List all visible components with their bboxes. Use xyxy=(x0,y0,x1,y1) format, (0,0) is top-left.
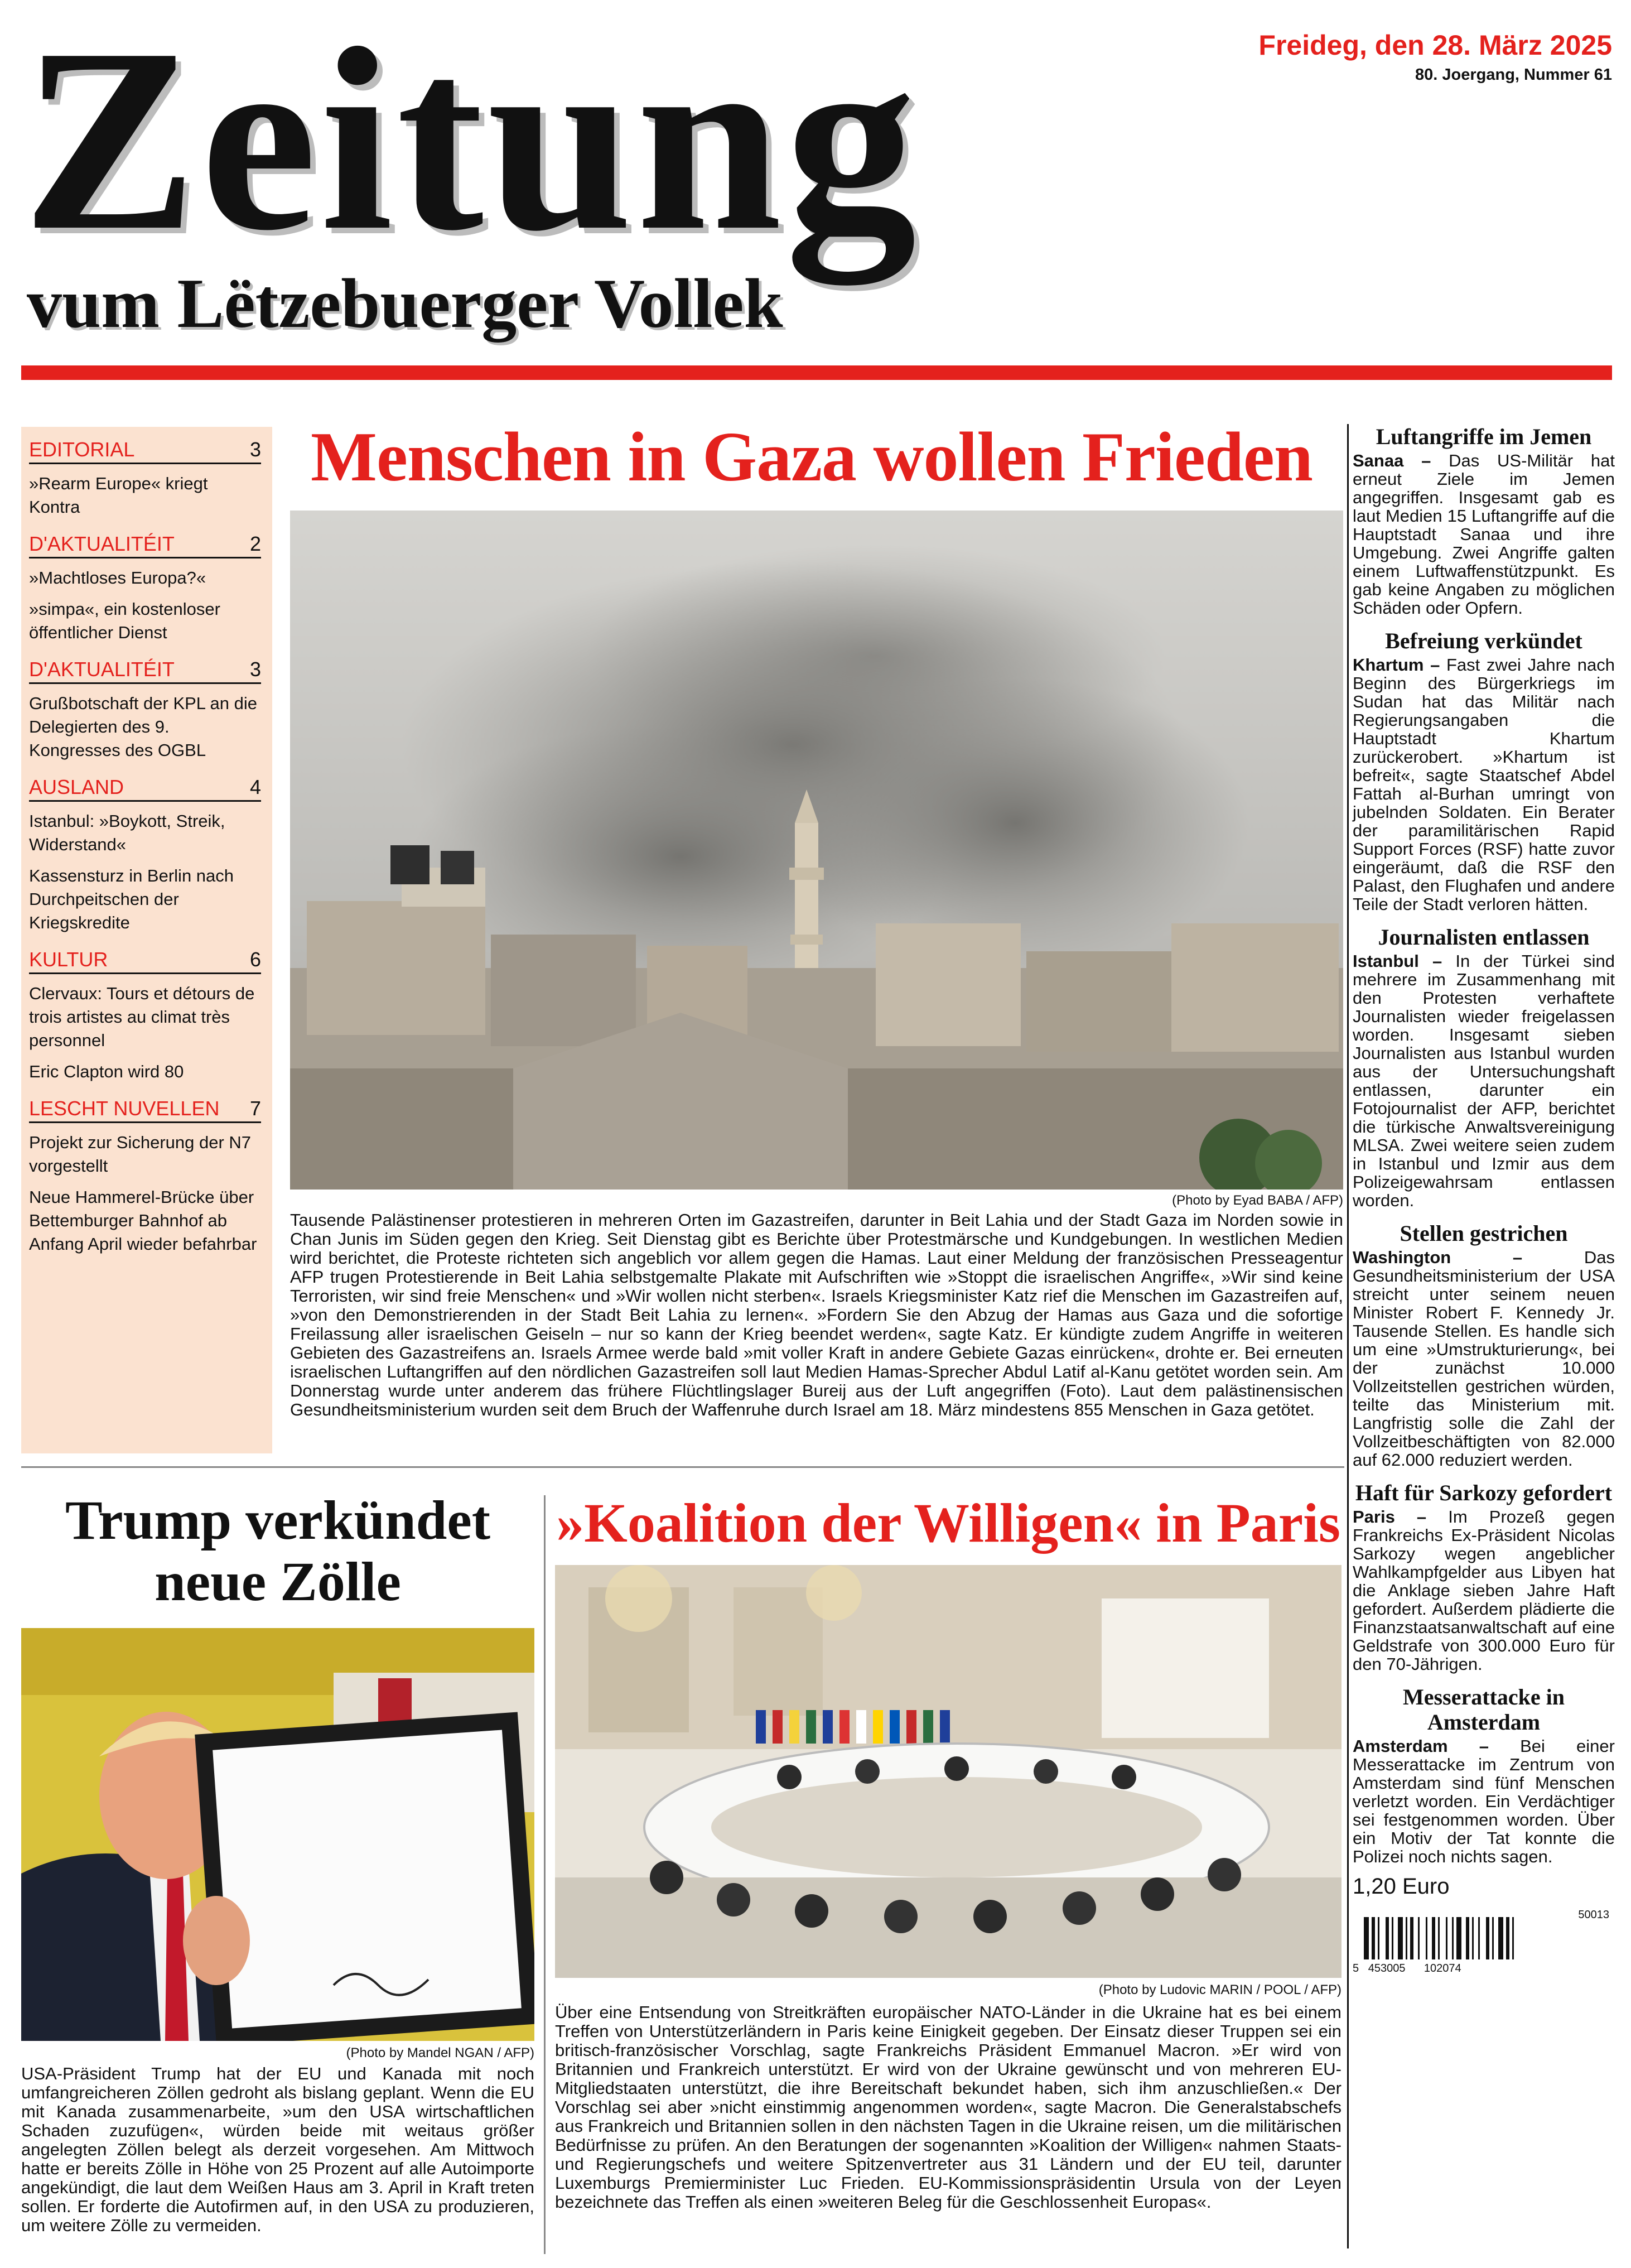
index-item[interactable]: Grußbotschaft der KPL an die Delegierten des 9. Kongresses des OGBL xyxy=(29,694,257,760)
barcode-bar xyxy=(1452,1917,1454,1959)
barcode-bar xyxy=(1364,1917,1369,1959)
index-item[interactable]: Clervaux: Tours et détours de trois artistes au climat très personnel xyxy=(29,984,255,1050)
barcode-bar xyxy=(1418,1917,1420,1959)
brief-text: Das Gesundheitsministerium der USA streicht unter seinem neuen Minister Robert F. Kennedy Jr. Tausende Stellen. Es handle sich um eine »Umstrukturierung«, bei der zunächst 10.000 Vollzeitstellen gestrichen würden, teilte das Ministerium mit. Langfristig solle die Zahl der Vollzeitbeschäftigten von 82.000 auf 62.000 reduziert werden. xyxy=(1353,1248,1615,1470)
barcode-bar xyxy=(1506,1917,1509,1959)
barcode-bar xyxy=(1438,1917,1440,1959)
photo-credit: (Photo by Eyad BABA / AFP) xyxy=(1172,1193,1343,1208)
index-section-label: KULTUR xyxy=(29,948,108,971)
barcode-bar xyxy=(1472,1917,1474,1959)
index-item[interactable]: Projekt zur Sicherung der N7 vorgestellt xyxy=(29,1133,252,1176)
brief-headline[interactable]: Luftangriffe im Jemen xyxy=(1376,424,1592,449)
barcode-addon: 50013 xyxy=(1578,1909,1609,1921)
barcode-bar xyxy=(1426,1917,1427,1959)
brief-dateline: Washington – xyxy=(1353,1248,1523,1267)
barcode-bar xyxy=(1478,1917,1480,1959)
brief-text: Bei einer Messerattacke im Zentrum von Amsterdam sind fünf Menschen verletzt worden. Ein Verdächtiger sei festgenommen worden. Über ein Motiv der Tat konnte die Polizei noch nichts sagen. xyxy=(1353,1736,1615,1866)
brief-headline[interactable]: Stellen gestrichen xyxy=(1400,1221,1568,1246)
brief-headline[interactable]: Befreiung verkündet xyxy=(1385,628,1582,653)
brief-text: Im Prozeß gegen Frankreichs Ex-Präsident Nicolas Sarkozy wegen angeblicher Wahlkampfgelder aus Libyen hat die Anklage sieben Jahre Haft gefordert. Außerdem plädierte die Finanzstaatsanwaltschaft auf eine Geldstrafe von 300.000 Euro für den 70-Jährigen. xyxy=(1353,1507,1615,1674)
photo-credit: (Photo by Ludovic MARIN / POOL / AFP) xyxy=(1098,1982,1342,1997)
index-page-number: 4 xyxy=(249,776,261,798)
index-page-number: 3 xyxy=(249,438,261,461)
photo-credit: (Photo by Mandel NGAN / AFP) xyxy=(346,2045,534,2060)
column-divider xyxy=(544,1495,546,2254)
barcode-bar xyxy=(1486,1917,1489,1959)
barcode-bar xyxy=(1398,1917,1403,1959)
barcode-bar xyxy=(1406,1917,1407,1959)
index-item[interactable]: »Machtloses Europa?« xyxy=(29,568,206,588)
section-divider xyxy=(21,1466,1344,1468)
brief-headline[interactable]: Journalisten entlassen xyxy=(1378,924,1590,950)
index-section-label: EDITORIAL xyxy=(29,438,135,461)
barcode-bar xyxy=(1372,1917,1375,1959)
barcode-bar xyxy=(1466,1917,1469,1959)
brief-dateline: Paris – xyxy=(1353,1507,1427,1527)
paris-summit-photo xyxy=(555,1565,1342,1978)
barcode-bar xyxy=(1456,1917,1461,1959)
barcode-digit-group: 5 xyxy=(1353,1962,1359,1975)
barcode-bar xyxy=(1392,1917,1393,1959)
gaza-smoke-photo xyxy=(290,511,1343,1190)
barcode-bar xyxy=(1512,1917,1514,1959)
barcode-bar xyxy=(1498,1917,1503,1959)
issue-number: 80. Joergang, Nummer 61 xyxy=(1415,66,1612,84)
index-section-label: D'AKTUALITÉIT xyxy=(29,658,175,681)
index-section[interactable] xyxy=(29,531,261,558)
masthead-title: Zeitung xyxy=(22,0,920,285)
brief-dateline: Khartum – xyxy=(1353,655,1440,675)
barcode-digit-group: 453005 xyxy=(1368,1962,1406,1975)
index-item[interactable]: Eric Clapton wird 80 xyxy=(29,1062,184,1081)
paris-headline[interactable]: »Koalition der Willigen« in Paris xyxy=(556,1492,1340,1554)
main-photo xyxy=(290,511,1343,1190)
index-section-label: D'AKTUALITÉIT xyxy=(29,532,175,555)
brief-dateline: Sanaa – xyxy=(1353,451,1431,470)
barcode-bar xyxy=(1446,1917,1447,1959)
brief-headline[interactable]: Haft für Sarkozy gefordert xyxy=(1355,1480,1613,1505)
index-item[interactable]: »Rearm Europe« kriegt Kontra xyxy=(29,474,208,517)
index-section[interactable] xyxy=(29,657,261,684)
brief-text: Das US-Militär hat erneut Ziele im Jemen angegriffen. Insgesamt gab es laut Medien 15 Luftangriffe auf die Hauptstadt Sanaa und ihre Umgebung. Zwei Angriffe galten einem Luftwaffenstützpunkt. Es gab keine Angaben zu möglichen Schäden oder Opfern. xyxy=(1353,451,1615,618)
index-page-number: 7 xyxy=(249,1097,261,1120)
barcode xyxy=(1353,1906,1609,1973)
brief-dateline: Amsterdam – xyxy=(1353,1736,1489,1756)
brief-body xyxy=(1353,656,1615,913)
column-divider xyxy=(1347,424,1349,2248)
price: 1,20 Euro xyxy=(1353,1874,1450,1899)
index-item[interactable]: »simpa«, ein kostenloser öffentlicher Dienst xyxy=(29,599,220,642)
barcode-bar xyxy=(1432,1917,1435,1959)
trump-headline[interactable]: Trump verkündet neue Zölle xyxy=(65,1489,491,1612)
index-item[interactable]: Neue Hammerel-Brücke über Bettemburger Bahnhof ab Anfang April wieder befahrbar xyxy=(29,1187,257,1254)
trump-photo xyxy=(21,1628,534,2041)
brief-dateline: Istanbul – xyxy=(1353,951,1442,971)
index-section[interactable] xyxy=(29,1096,261,1123)
index-section-label: LESCHT NUVELLEN xyxy=(29,1097,220,1120)
index-page-number: 6 xyxy=(249,948,261,971)
barcode-bar xyxy=(1378,1917,1379,1959)
barcode-bar xyxy=(1492,1917,1494,1959)
brief-headline[interactable]: Messerattacke in Amsterdam xyxy=(1403,1684,1565,1735)
main-headline[interactable]: Menschen in Gaza wollen Frieden xyxy=(311,418,1312,496)
masthead-subtitle: vum Lëtzebuerger Vollek xyxy=(27,265,783,343)
brief-body xyxy=(1353,1508,1615,1673)
trump-story-body: USA-Präsident Trump hat der EU und Kanada mit noch umfangreicheren Zöllen gedroht als bislang geplant. Wenn die EU mit Kanada zusammenarbeite, »um den USA wirtschaftlichen Schaden zuzufügen«, würden beide mit weitaus größer angelegten Zöllen belegt als derzeit vorgesehen. Am Mittwoch hatte er bereits Zölle in Höhe von 25 Prozent auf alle Autoimporte angekündigt, die laut dem Weißen Haus am 3. April in Kraft treten sollen. Er forderte die Autofirmen auf, in den USA zu produzieren, um weitere Zölle zu vermeiden. xyxy=(21,2064,534,2235)
index-page-number: 3 xyxy=(249,658,261,681)
main-story-body: Tausende Palästinenser protestieren in mehreren Orten im Gazastreifen, darunter in Beit Lahia und der Stadt Gaza im Norden sowie in Chan Junis im Süden gegen den Krieg. Seit Dienstag gibt es Berichte über Protestmärsche und Kundgebungen. In westlichen Medien wird berichtet, die Proteste richteten sich angeblich vor allem gegen die Hamas. Laut einer Meldung der französischen Presseagentur AFP trugen Protestierende in Beit Lahia selbstgemalte Plakate mit Aufschriften wie »Stoppt die israelischen Angriffe«, »Wir sind keine Terroristen, wir sind freie Menschen« und »Wir wollen nicht sterben«. Israels Kriegsminister Katz rief die Menschen im Gazastreifen auf, »von den Demonstrierenden in der Stadt Beit Lahia zu lernen«. »Fordern Sie den Abzug der Hamas aus Gaza und die sofortige Freilassung aller israelischen Geiseln – nur so kann der Krieg beendet werden«, sagte Katz. Er kündigte zudem Angriffe in weiteren Gebieten des Gazastreifens an. Israels Armee werde bald »mit voller Kraft in andere Gebiete Gazas einrücken«, drohte er. Bei erneuten israelischen Luftangriffen auf den nördlichen Gazastreifen soll laut Medien Hamas-Sprecher Abdul Latif al-Kanu getötet worden sein. Am Donnerstag wurde unter anderem das frühere Flüchtlingslager Bureij aus der Luft angegriffen (Foto). Laut dem palästinensischen Gesundheitsministerium wurden seit dem Bruch der Waffenruhe durch Israel am 18. März mindestens 855 Menschen in Gaza getötet. xyxy=(290,1210,1343,1419)
index-section-label: AUSLAND xyxy=(29,776,124,798)
index-section[interactable] xyxy=(29,437,261,464)
index-box xyxy=(21,427,272,1453)
barcode-digits xyxy=(1353,1959,1609,1978)
index-section[interactable] xyxy=(29,947,261,974)
brief-body xyxy=(1353,1248,1615,1469)
paris-story-body: Über eine Entsendung von Streitkräften europäischer NATO-Länder in die Ukraine hat es bei einem Treffen von Unterstützerländern in Paris keine Einigkeit gegeben. Der Einsatz dieser Truppen sei ein britisch-französischer Vorschlag, sagte Frankreichs Präsident Emmanuel Macron. »Er wird von Britannien und Frankreich unterstützt. Er wird von der Ukraine gewünscht und von mehreren EU-Mitgliedstaaten unterstützt, die ihre Bereitschaft bekundet haben, sich ihm anzuschließen.« Der Vorschlag sei aber »nicht einstimmig angenommen worden«, sagte Macron. Die Generalstabschefs aus Frankreich und Britannien sollen in den nächsten Tagen in die Ukraine reisen, um die militärischen Bedürfnisse zu prüfen. An den Beratungen der sogenannten »Koalition der Willigen« nahmen Staats- und Regierungschefs und weitere Spitzenvertreter aus 31 Ländern und der EU teil, darunter Luxemburgs Premierminister Luc Frieden. EU-Kommissionspräsidentin Ursula von der Leyen bezeichnete das Treffen als einen »weiteren Beleg für die Geschlossenheit Europas«. xyxy=(555,2002,1342,2212)
issue-date: Freideg, den 28. März 2025 xyxy=(1258,30,1612,61)
trump-signing-photo xyxy=(21,1628,534,2041)
index-page-number: 2 xyxy=(249,532,261,555)
barcode-icon xyxy=(1353,1917,1609,1959)
masthead-rule xyxy=(21,365,1612,380)
brief-body xyxy=(1353,451,1615,617)
paris-photo xyxy=(555,1565,1342,1978)
barcode-bar xyxy=(1410,1917,1413,1959)
brief-text: Fast zwei Jahre nach Beginn des Bürgerkriegs im Sudan hat das Militär nach Regierungsangaben die Hauptstadt Khartum zurückerobert. »Khartum ist befreit«, sagte Staatschef Abdel Fattah al-Burhan umringt von jubelnden Soldaten. Ein Berater der paramilitärischen Rapid Support Forces (RSF) hatte zuvor eingeräumt, daß die RSF den Palast, den Flughafen und andere Teile der Stadt verloren hätten. xyxy=(1353,655,1615,914)
news-briefs-column xyxy=(1353,418,1615,1973)
index-section[interactable] xyxy=(29,774,261,802)
brief-body xyxy=(1353,1737,1615,1866)
barcode-bar xyxy=(1386,1917,1389,1959)
index-item[interactable]: Kassensturz in Berlin nach Durchpeitschen der Kriegskredite xyxy=(29,866,234,932)
brief-text: In der Türkei sind mehrere im Zusammenhang mit den Protesten verhaftete Journalisten wieder freigelassen worden. Insgesamt sieben Journalisten aus Istanbul wurden aus der Untersuchungshaft entlassen, darunter ein Fotojournalist der AFP, berichtet die türkische Anwaltsvereinigung MLSA. Zwei weitere seien zudem in Istanbul und Izmir aus dem Polizeigewahrsam entlassen worden. xyxy=(1353,951,1615,1210)
index-item[interactable]: Istanbul: »Boykott, Streik, Widerstand« xyxy=(29,811,225,854)
brief-body xyxy=(1353,952,1615,1210)
barcode-digit-group: 102074 xyxy=(1423,1962,1461,1975)
